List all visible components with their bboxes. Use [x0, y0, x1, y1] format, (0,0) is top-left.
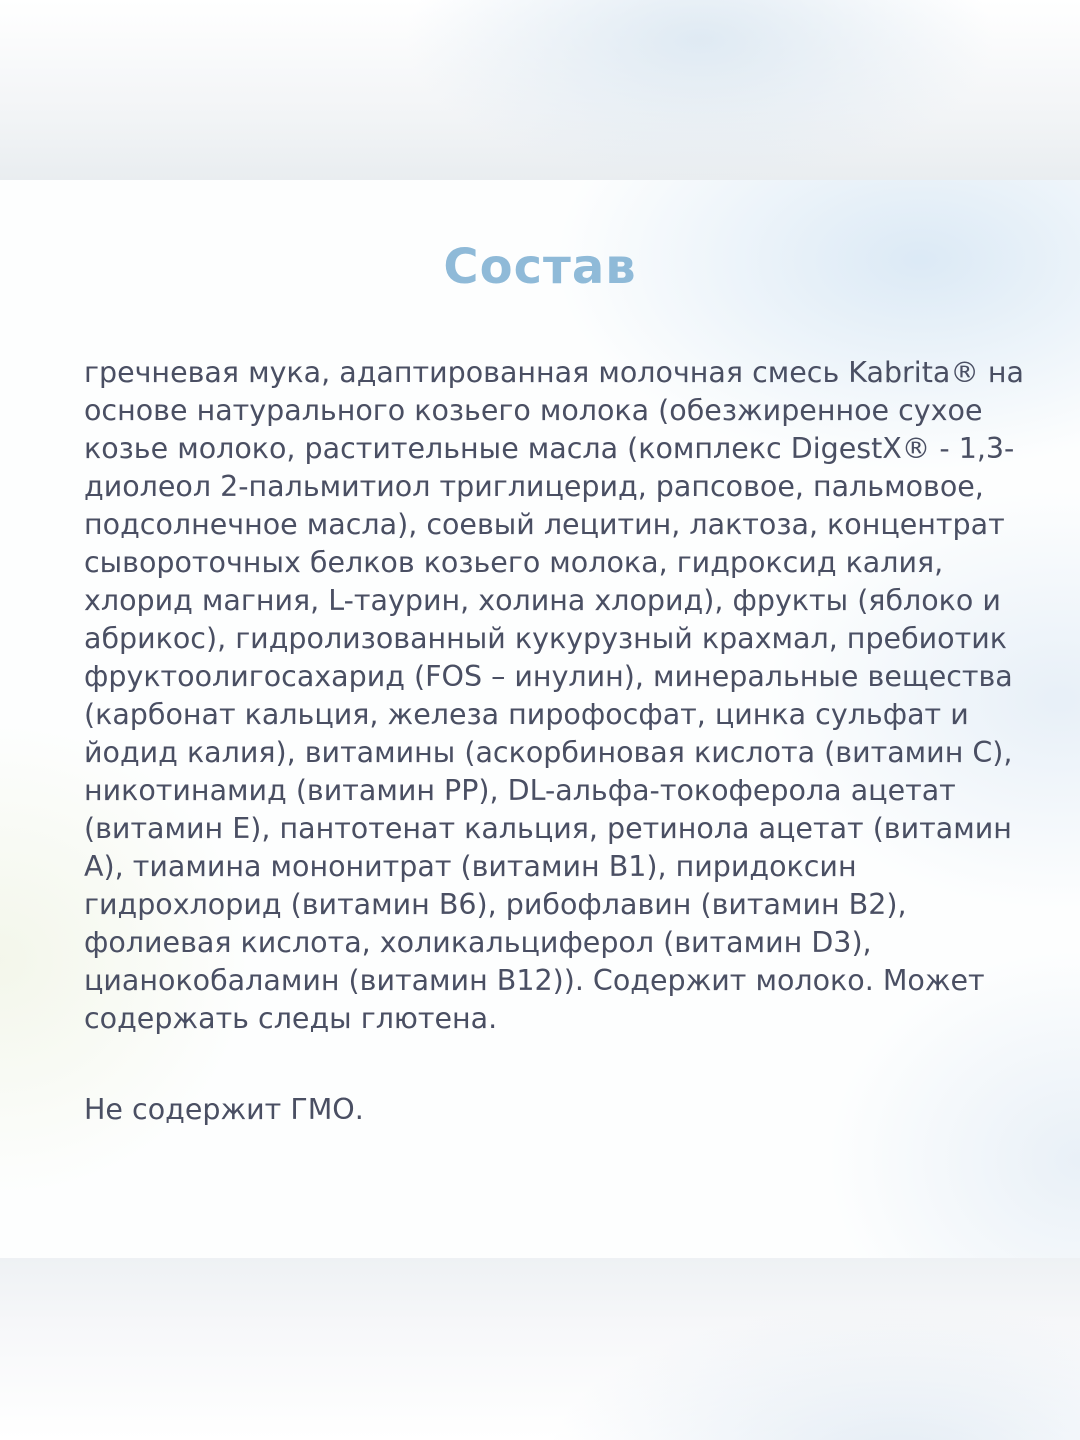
gmo-note: Не содержит ГМО.	[84, 1093, 364, 1126]
top-background	[0, 0, 1080, 180]
bottom-background	[0, 1258, 1080, 1440]
composition-text: гречневая мука, адаптированная молочная смесь Kabrita® на основе натурального козьего молока (обезжиренное сухое козье молоко, растительные масла (комплекс DigestX® - 1,3-диолеол 2-пальмитиол триглицерид, рапсовое, пальмовое, подсолнечное масла), соевый лецитин, лактоза, концентрат сывороточных белков козьего молока, гидроксид калия, хлорид магния, L-таурин, холина хлорид), фрукты (яблоко и абрикос), гидролизованный кукурузный крахмал, пребиотик фруктоолигосахарид (FOS – инулин), минеральные вещества (карбонат кальция, железа пирофосфат, цинка сульфат и йодид калия), витамины (аскорбиновая кислота (витамин C), никотинамид (витамин PP), DL-альфа-токоферола ацетат (витамин E), пантотенат кальция, ретинола ацетат (витамин A), тиамина мононитрат (витамин B1), пиридоксин гидрохлорид (витамин B6), рибофлавин (витамин B2), фолиевая кислота, холикальциферол (витамин D3), цианокобаламин (витамин B12)). Содержит молоко. Может содержать следы глютена.	[84, 356, 1024, 1035]
page-title: Состав	[443, 239, 637, 295]
